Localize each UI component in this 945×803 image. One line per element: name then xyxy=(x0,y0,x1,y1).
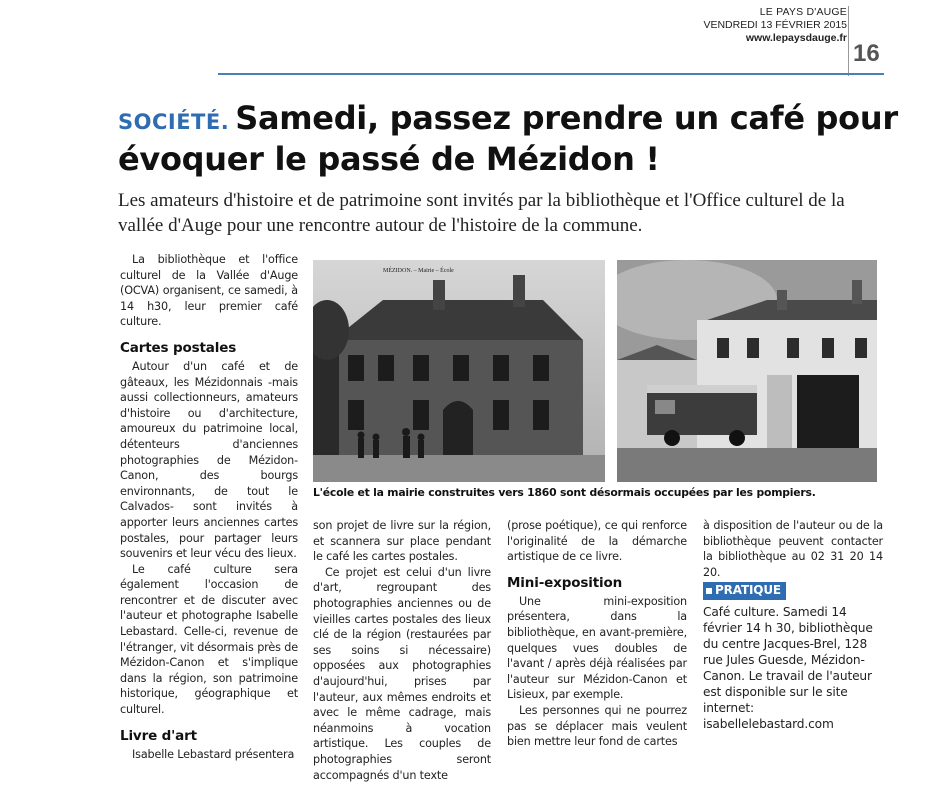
pratique-info: Café culture. Samedi 14 février 14 h 30, bibliothèque du centre Jacques-Brel, 128 rue Jules Guesde, Mézidon-Canon. Le travail de l'auteur est disponible sur le site internet: isabellelebastard.com xyxy=(703,604,873,731)
modern-photo xyxy=(617,260,877,482)
paragraph-cartes: Autour d'un café et de gâteaux, les Mézidonnais -mais aussi collectionneurs, amateurs d'histoire ou d'architecture, amoureux du patrimoine local, détenteurs d'anciennes photographies de Mézidon-Canon, des bourgs environnants, de tout le Calvados- sont invités à apporter leurs anciennes cartes postales, pour partager leurs souvenirs et leur vécu des lieux. xyxy=(120,359,298,561)
paragraph-cafe: Le café culture sera également l'occasion de rencontrer et de discuter avec l'auteur et photographe Isabelle Lebastard. Celle-ci, revenue de l'étranger, vit désormais près de Mézidon-Canon et s'implique dans la région, son patrimoine historique, géographique et culturel. xyxy=(120,562,298,717)
paragraph-continued: (prose poétique), ce qui renforce l'originalité de la démarche artistique de ce livre. xyxy=(507,519,687,564)
square-bullet-icon xyxy=(706,588,712,594)
article-lede: Les amateurs d'histoire et de patrimoine sont invités par la bibliothèque et l'Office culturel de la vallée d'Auge pour une rencontre autour de l'histoire de la commune. xyxy=(118,190,845,236)
article-column-2 xyxy=(313,518,491,783)
photo-caption: L'école et la mairie construites vers 1860 sont désormais occupées par les pompiers. xyxy=(313,486,816,499)
pratique-badge xyxy=(703,582,786,600)
fire-station-image xyxy=(617,260,877,482)
subhead-livre-art: Livre d'art xyxy=(120,727,197,744)
paragraph-mini-exposition: Une mini-exposition présentera, dans la bibliothèque, en avant-première, quelques vues doubles de l'avant / après déjà réalisées par l'auteur sur Mézidon-Canon et Lisieux, par exemple. xyxy=(507,594,687,702)
postcard-caption: MÉZIDON. – Mairie – École xyxy=(383,268,454,274)
page-number: 16 xyxy=(853,40,880,67)
postcard-photo xyxy=(313,260,605,482)
headline xyxy=(118,100,898,178)
paragraph-personnes: Les personnes qui ne pourrez pas se déplacer mais veulent bien mettre leur fond de cartes xyxy=(507,703,687,749)
intro-paragraph: La bibliothèque et l'office culturel de la Vallée d'Auge (OCVA) organisent, ce samedi, à 14 h30, leur premier café culture. xyxy=(120,253,298,329)
publication-url[interactable]: www.lepaysdauge.fr xyxy=(745,32,847,44)
article-column-3 xyxy=(507,518,687,750)
paragraph-livre: Isabelle Lebastard présentera xyxy=(132,747,295,761)
pratique-label: PRATIQUE xyxy=(715,583,781,598)
headline-title: Samedi, passez prendre un café pour évoquer le passé de Mézidon ! xyxy=(118,99,898,178)
article-column-1 xyxy=(120,252,298,762)
paragraph-projet: Ce projet est celui d'un livre d'art, regroupant des photographies anciennes ou de vieilles cartes postales des lieux clé de la région (restaurées par ses soins si nécessaire) opposées aux photographies d'aujourd'hui, prises par l'auteur, aux mêmes endroits et avec le même cadrage, mais néanmoins à vocation artistique. Les couples de photographies seront accompagnés d'un texte xyxy=(313,565,491,782)
header-rule xyxy=(218,73,884,75)
issue-date: VENDREDI 13 FÉVRIER 2015 xyxy=(703,19,847,31)
publication-name: LE PAYS D'AUGE xyxy=(759,6,847,18)
paragraph-continued: son projet de livre sur la région, et scannera sur place pendant le café les cartes postales. xyxy=(313,519,491,564)
masthead-divider xyxy=(848,6,849,76)
subhead-cartes-postales: Cartes postales xyxy=(120,339,237,356)
subhead-mini-exposition: Mini-exposition xyxy=(507,574,623,591)
section-rubric: SOCIÉTÉ. xyxy=(118,110,230,134)
old-town-hall-image xyxy=(313,260,605,482)
paragraph-continued: à disposition de l'auteur ou de la bibliothèque peuvent contacter la bibliothèque au 02 31 20 14 20. xyxy=(703,519,883,579)
article-column-4 xyxy=(703,518,883,732)
masthead xyxy=(703,6,847,45)
